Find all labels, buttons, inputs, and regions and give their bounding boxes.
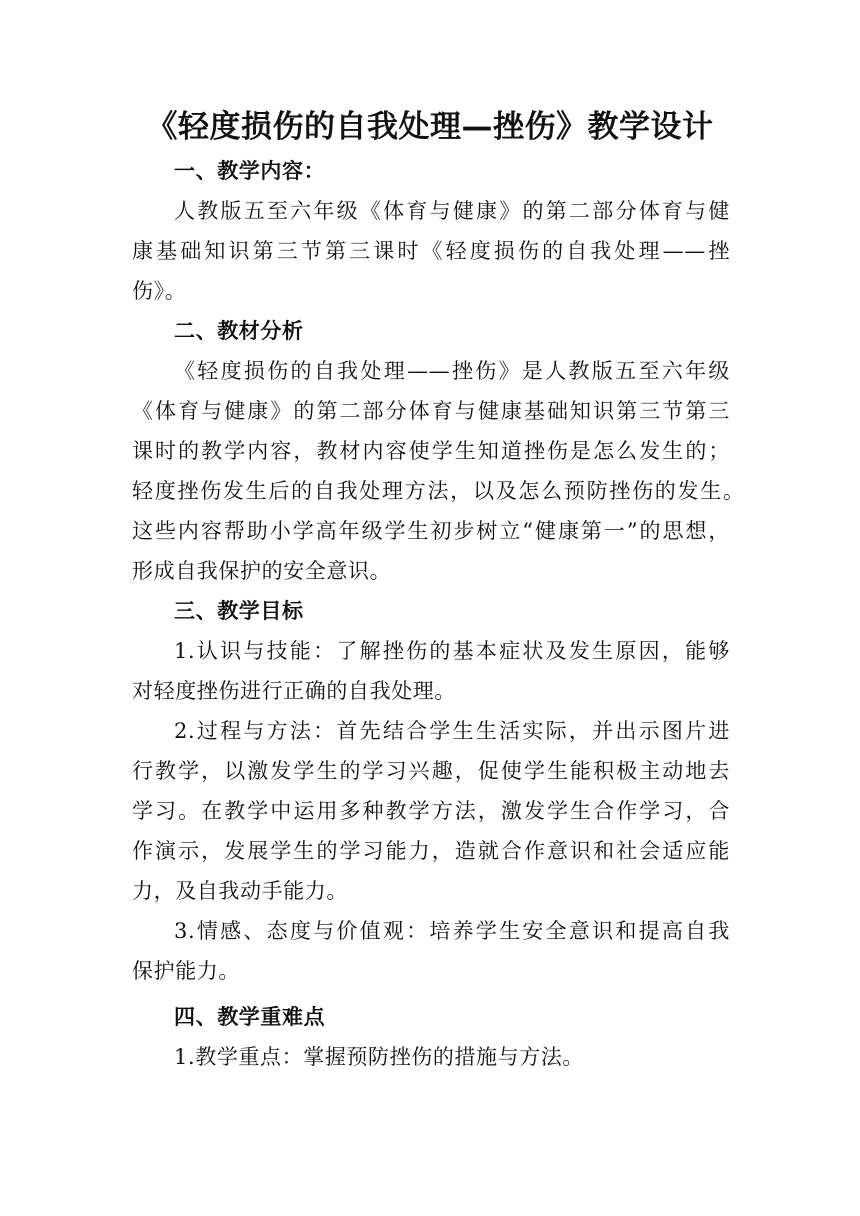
section-heading: 一、教学内容： xyxy=(174,159,326,183)
paragraph-line: 轻度挫伤发生后的自我处理方法，以及怎么预防挫伤的发生。 xyxy=(132,479,744,503)
paragraph xyxy=(132,191,730,311)
section-material-analysis xyxy=(132,311,744,591)
paragraph-line: 对轻度挫伤进行正确的自我处理。 xyxy=(132,679,456,703)
paragraph-line: 1.认识与技能：了解挫伤的基本症状及发生原因，能够 xyxy=(174,639,730,663)
section-heading: 四、教学重难点 xyxy=(174,1005,326,1029)
paragraph-line: 课时的教学内容，教材内容使学生知道挫伤是怎么发生的； xyxy=(132,439,730,463)
paragraph xyxy=(132,351,744,591)
paragraph xyxy=(132,1037,730,1077)
paragraph xyxy=(132,631,730,711)
paragraph-line: 康基础知识第三节第三课时《轻度损伤的自我处理——挫 xyxy=(132,239,730,263)
section-heading: 二、教材分析 xyxy=(174,319,304,343)
paragraph-line: 作演示，发展学生的学习能力，造就合作意识和社会适应能 xyxy=(132,839,730,863)
paragraph xyxy=(132,911,730,991)
section-heading: 三、教学目标 xyxy=(174,599,304,623)
paragraph-line: 这些内容帮助小学高年级学生初步树立“健康第一”的思想， xyxy=(132,519,730,543)
section-teaching-objectives xyxy=(132,591,730,991)
section-key-difficult-points xyxy=(132,997,730,1077)
paragraph-line: 伤》。 xyxy=(132,279,187,303)
paragraph-line: 3.情感、态度与价值观：培养学生安全意识和提高自我 xyxy=(174,919,730,943)
paragraph-line: 《轻度损伤的自我处理——挫伤》是人教版五至六年级 xyxy=(174,359,730,383)
paragraph-line: 2.过程与方法：首先结合学生生活实际，并出示图片进 xyxy=(174,719,730,743)
paragraph-line: 保护能力。 xyxy=(132,959,240,983)
paragraph-line: 学习。在教学中运用多种教学方法，激发学生合作学习，合 xyxy=(132,799,730,823)
document-title: 《轻度损伤的自我处理—挫伤》教学设计 xyxy=(146,109,714,145)
paragraph-line: 行教学，以激发学生的学习兴趣，促使学生能积极主动地去 xyxy=(132,759,730,783)
paragraph-line: 力，及自我动手能力。 xyxy=(132,879,348,903)
section-teaching-content xyxy=(132,151,730,311)
paragraph-line: 形成自我保护的安全意识。 xyxy=(132,559,392,583)
paragraph-line: 《体育与健康》的第二部分体育与健康基础知识第三节第三 xyxy=(132,399,730,423)
paragraph-line: 1.教学重点：掌握预防挫伤的措施与方法。 xyxy=(174,1045,585,1069)
paragraph-line: 人教版五至六年级《体育与健康》的第二部分体育与健 xyxy=(174,199,730,223)
paragraph xyxy=(132,711,730,911)
